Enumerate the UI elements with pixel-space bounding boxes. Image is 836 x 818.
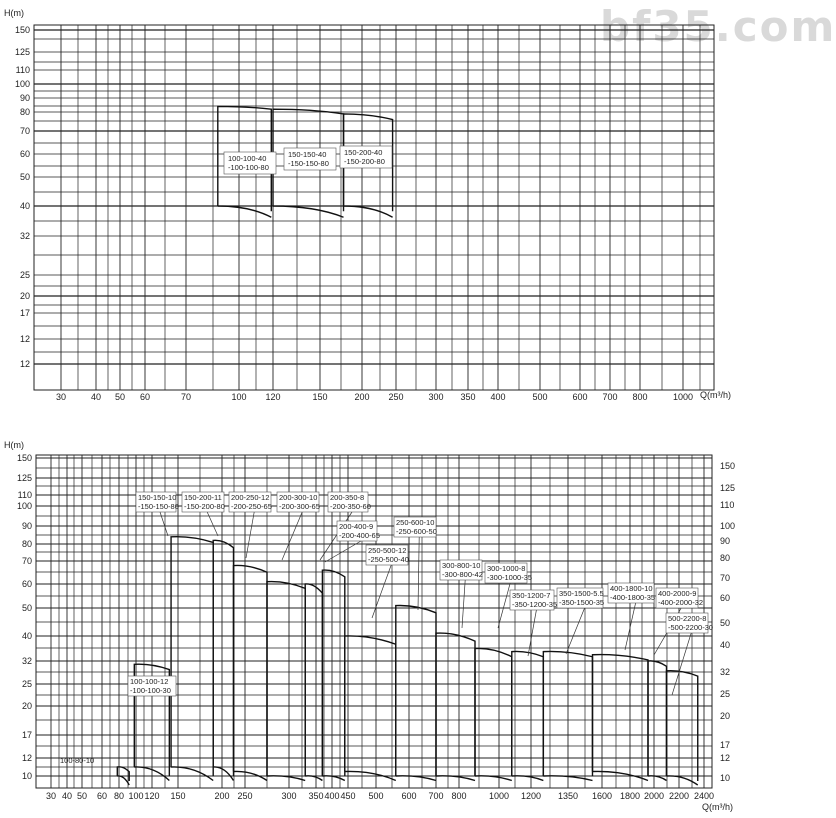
top-x-tick-label: 600 [572, 392, 588, 402]
bottom-y-tick-label-right: 60 [720, 593, 731, 603]
bottom-label-leader [528, 610, 536, 656]
bottom-y-tick-label-left: 90 [21, 521, 32, 531]
bottom-y-ticks-left [17, 453, 32, 781]
top-y-tick-label: 12 [19, 334, 30, 344]
bottom-labels [60, 492, 713, 765]
bottom-y-tick-label-left: 20 [21, 701, 32, 711]
bottom-x-tick-label: 200 [214, 791, 230, 801]
bottom-y-tick-label-left: 80 [21, 539, 32, 549]
bottom-x-tick-label: 40 [61, 791, 73, 801]
bottom-label-line2: -100-100-30 [130, 686, 171, 695]
bottom-label-line2: -200-250-65 [231, 502, 272, 511]
bottom-y-tick-label-left: 100 [16, 501, 32, 511]
bottom-x-tick-label: 600 [401, 791, 417, 801]
bottom-x-tick-label: 2200 [668, 791, 690, 801]
bottom-label-line2: -300-1000-35 [487, 573, 533, 582]
top-x-tick-label: 800 [632, 392, 648, 402]
bottom-label-leader [462, 580, 465, 628]
bottom-label-line2: -200-350-60 [330, 502, 371, 511]
bottom-y-tick-label-right: 150 [720, 461, 736, 471]
bottom-label-line2: -250-600-50 [396, 527, 437, 536]
bottom-curve-250-600-10/-250-600-50 [396, 605, 436, 780]
top-y-ticks [15, 25, 30, 369]
bottom-x-axis-label: Q(m³/h) [702, 802, 733, 812]
bottom-x-tick-label: 60 [96, 791, 108, 801]
bottom-label-line1: 300-1000-8 [487, 564, 526, 573]
watermark: bf35.com [600, 2, 836, 51]
top-x-tick-label: 120 [265, 392, 281, 402]
top-y-tick-label: 60 [19, 149, 30, 159]
top-x-tick-label: 350 [460, 392, 476, 402]
top-x-tick-label: 400 [490, 392, 506, 402]
bottom-y-ticks-right [720, 461, 735, 783]
top-y-tick-label: 12 [19, 359, 30, 369]
bottom-label-line2: -250-500-40 [368, 555, 409, 564]
bottom-curve-200-250-12/-200-250-65 [234, 565, 268, 780]
bottom-curve-200-300-10/-200-300-65 [267, 582, 305, 781]
bottom-y-tick-label-right: 10 [720, 773, 731, 783]
top-y-tick-label: 40 [19, 201, 30, 211]
bottom-label-leader [282, 512, 302, 560]
bottom-label-leader [566, 608, 585, 654]
bottom-y-tick-label-right: 100 [720, 521, 736, 531]
bottom-y-tick-label-left: 25 [21, 679, 32, 689]
bottom-y-tick-label-left: 50 [21, 603, 32, 613]
bottom-y-tick-label-right: 17 [720, 740, 731, 750]
bottom-label-line1: 400-2000-9 [658, 589, 697, 598]
top-x-tick-label: 40 [90, 392, 102, 402]
top-x-ticks [56, 392, 693, 402]
bottom-label-line1: 350-1200-7 [512, 591, 551, 600]
top-y-tick-label: 90 [19, 93, 30, 103]
bottom-label-leader [372, 565, 391, 618]
bottom-curve-400-1800-10/-400-1800-35 [592, 655, 648, 781]
bottom-label-line2: -150-150-80 [138, 502, 179, 511]
bottom-y-tick-label-left: 32 [21, 656, 32, 666]
top-y-tick-label: 32 [19, 231, 30, 241]
bottom-y-tick-label-right: 70 [720, 573, 731, 583]
bottom-x-tick-label: 1200 [520, 791, 542, 801]
bottom-y-tick-label-right: 20 [720, 711, 731, 721]
bottom-label-line1: 200-300-10 [279, 493, 318, 502]
bottom-label-line2: -400-2000-32 [658, 598, 704, 607]
bottom-label-line1: 300-800-10 [442, 561, 481, 570]
top-grid [34, 25, 714, 390]
bottom-x-tick-label: 450 [340, 791, 356, 801]
top-y-tick-label: 150 [14, 25, 30, 35]
bottom-y-tick-label-left: 12 [21, 753, 32, 763]
top-y-axis-label: H(m) [4, 8, 24, 18]
bottom-label-line2: -200-400-65 [339, 531, 380, 540]
bottom-y-tick-label-right: 50 [720, 618, 731, 628]
top-label-line1: 150-150-40 [288, 150, 327, 159]
bottom-x-tick-label: 2000 [643, 791, 665, 801]
top-x-axis-label: Q(m³/h) [700, 390, 731, 400]
top-x-tick-label: 100 [231, 392, 247, 402]
bottom-x-tick-label: 400 [324, 791, 340, 801]
bottom-y-tick-label-right: 125 [720, 483, 736, 493]
bottom-label-line1: 100-100-12 [130, 677, 169, 686]
bottom-y-tick-label-right: 40 [720, 640, 731, 650]
bottom-curve-200-400-9/-200-400-65 [322, 570, 344, 780]
bottom-label-leader [672, 633, 691, 695]
bottom-curve-300-1000-8/-300-1000-35 [475, 648, 512, 780]
bottom-x-ticks [46, 791, 714, 801]
bottom-curve-150-150-10/-150-150-80 [171, 537, 213, 781]
bottom-label-line1: 400-1800-10 [610, 584, 653, 593]
bottom-y-tick-label-left: 125 [16, 473, 32, 483]
top-y-tick-label: 70 [19, 126, 30, 136]
top-y-tick-label: 20 [19, 291, 30, 301]
bottom-y-tick-label-left: 10 [21, 771, 32, 781]
top-x-tick-label: 250 [388, 392, 404, 402]
bottom-x-tick-label: 2400 [693, 791, 715, 801]
bottom-label-leader [418, 537, 419, 610]
bottom-label-line1: 200-350-8 [330, 493, 365, 502]
top-x-tick-label: 70 [180, 392, 192, 402]
bottom-label-line1: 500-2200-8 [668, 614, 707, 623]
bottom-x-tick-label: 1350 [557, 791, 579, 801]
bottom-label-line1: 250-600-10 [396, 518, 435, 527]
bottom-x-tick-label: 1000 [488, 791, 510, 801]
bottom-y-tick-label-right: 25 [720, 689, 731, 699]
top-label-line2: -100-100-80 [228, 163, 269, 172]
top-x-tick-label: 700 [602, 392, 618, 402]
bottom-curve-200-350-8/-200-350-60 [305, 584, 322, 781]
bottom-label-leader [498, 583, 510, 628]
bottom-label-line2: -500-2200-30 [668, 623, 714, 632]
bottom-x-tick-label: 1800 [619, 791, 641, 801]
bottom-x-tick-label: 30 [45, 791, 57, 801]
bottom-y-tick-label-left: 60 [21, 579, 32, 589]
bottom-label-line1: 200-250-12 [231, 493, 270, 502]
bottom-label-line1: 200-400-9 [339, 522, 374, 531]
bottom-curve-350-1200-7/-350-1200-35 [512, 651, 544, 780]
bottom-label-leader [160, 512, 168, 536]
bottom-x-tick-label: 250 [237, 791, 253, 801]
bottom-label-line2: -400-1800-35 [610, 593, 656, 602]
top-y-tick-label: 17 [19, 308, 30, 318]
bottom-curve-400-2000-9/-400-2000-32 [648, 661, 667, 781]
bottom-x-tick-label: 1600 [591, 791, 613, 801]
bottom-y-tick-label-right: 12 [720, 753, 731, 763]
bottom-y-tick-label-right: 32 [720, 667, 731, 677]
top-x-tick-label: 1000 [672, 392, 694, 402]
bottom-x-tick-label: 700 [428, 791, 444, 801]
bottom-curve-150-200-11/-150-200-80 [213, 540, 233, 780]
bottom-x-tick-label: 120 [144, 791, 160, 801]
bottom-y-tick-label-right: 110 [720, 500, 735, 510]
bottom-label-line2: -350-1500-35 [559, 598, 605, 607]
top-x-tick-label: 30 [55, 392, 67, 402]
bottom-curve-250-500-12/-250-500-40 [345, 636, 396, 781]
bottom-y-tick-label-right: 80 [720, 553, 731, 563]
bottom-y-tick-label-left: 40 [21, 631, 32, 641]
top-x-tick-label: 60 [139, 392, 151, 402]
top-x-tick-label: 150 [312, 392, 328, 402]
top-x-tick-label: 200 [354, 392, 370, 402]
top-label-line2: -150-200-80 [344, 157, 385, 166]
bottom-y-tick-label-left: 17 [21, 730, 32, 740]
top-x-tick-label: 300 [428, 392, 444, 402]
bottom-label-line1: 350-1500-5.5 [559, 589, 604, 598]
bottom-chart [4, 440, 735, 812]
bottom-x-tick-label: 300 [281, 791, 297, 801]
top-labels [224, 146, 392, 174]
bottom-y-tick-label-left: 70 [21, 556, 32, 566]
bottom-y-axis-label: H(m) [4, 440, 24, 450]
bottom-curve-500-2200-8/-500-2200-30 [667, 671, 698, 785]
top-y-tick-label: 25 [19, 270, 30, 280]
top-x-tick-label: 500 [532, 392, 548, 402]
bottom-x-tick-label: 80 [113, 791, 125, 801]
top-label-line2: -150-150-80 [288, 159, 329, 168]
bottom-x-tick-label: 350 [308, 791, 324, 801]
bottom-y-tick-label-left: 150 [16, 453, 32, 463]
top-y-tick-label: 50 [19, 172, 30, 182]
bottom-label-line2: -200-300-65 [279, 502, 320, 511]
bottom-label-leader [207, 512, 218, 536]
top-frame [34, 25, 714, 390]
top-y-tick-label: 110 [15, 65, 30, 75]
bottom-x-tick-label: 50 [76, 791, 88, 801]
bottom-x-tick-label: 150 [170, 791, 186, 801]
bottom-label-line2: -150-200-80 [184, 502, 225, 511]
bottom-x-tick-label: 500 [368, 791, 384, 801]
bottom-x-tick-label: 800 [451, 791, 467, 801]
bottom-label-line1: 100-80-10 [60, 756, 95, 765]
bottom-y-tick-label-right: 90 [720, 536, 731, 546]
top-label-line1: 100-100-40 [228, 154, 267, 163]
bottom-label-line1: 150-150-10 [138, 493, 177, 502]
top-label-line1: 150-200-40 [344, 148, 383, 157]
top-y-tick-label: 100 [14, 79, 30, 89]
top-x-tick-label: 50 [114, 392, 126, 402]
top-chart [4, 8, 731, 402]
top-y-tick-label: 125 [14, 47, 30, 57]
top-y-tick-label: 80 [19, 107, 30, 117]
bottom-label-line1: 150-200-11 [184, 493, 222, 502]
bottom-x-tick-label: 100 [128, 791, 144, 801]
bottom-y-tick-label-left: 110 [17, 490, 32, 500]
bottom-label-line1: 250-500-12 [368, 546, 407, 555]
bottom-label-line2: -350-1200-35 [512, 600, 558, 609]
bottom-label-line2: -300-800-42 [442, 570, 483, 579]
